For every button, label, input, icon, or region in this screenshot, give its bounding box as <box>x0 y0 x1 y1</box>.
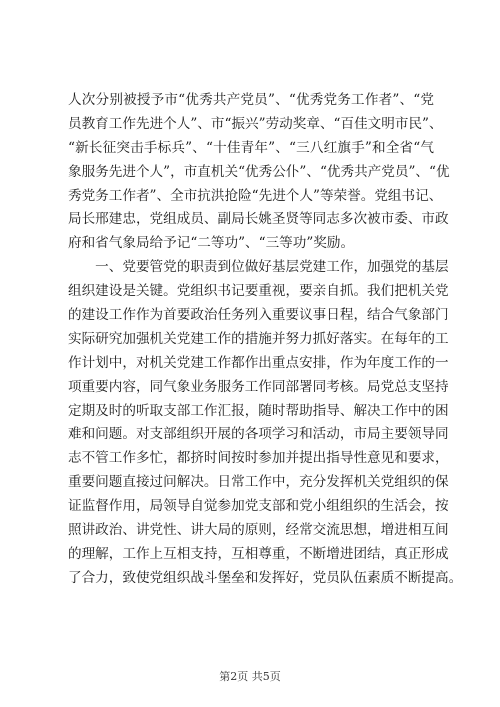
text-line: 的理解，工作上互相支持，互相尊重，不断增进团结，真正形成 <box>68 545 449 562</box>
text-line: 象服务先进个人”，市直机关“优秀公仆”、“优秀共产党员”、“优 <box>68 163 450 180</box>
paragraph-1 <box>68 89 450 256</box>
text-line: 志不管工作多忙，都挤时间按时参加并提出指导性意见和要求， <box>68 450 449 467</box>
text-line: 局长邢建忠，党组成员、副局长姚圣贤等同志多次被市委、市政 <box>68 211 449 228</box>
text-line: 员教育工作先进个人”、市“振兴”劳动奖章、“百佳文明市民”、 <box>68 115 443 132</box>
text-line: 实际研究加强机关党建工作的措施并努力抓好落实。在每年的工 <box>68 330 449 347</box>
text-line: 重要问题直接过问解决。日常工作中，充分发挥机关党组织的保 <box>68 474 449 491</box>
text-line: 人次分别被授予市“优秀共产党员”、“优秀党务工作者”、“党 <box>68 92 434 108</box>
document-body <box>68 89 463 591</box>
text-line: 秀党务工作者”、全市抗洪抢险“先进个人”等荣誉。党组书记、 <box>68 187 443 204</box>
text-line: 难和问题。对支部组织开展的各项学习和活动，市局主要领导同 <box>68 426 449 443</box>
text-line: “新长征突击手标兵”、“十佳青年”、“三八红旗手”和全省“气 <box>68 139 434 156</box>
text-line: 了合力，致使党组织战斗堡垒和发挥好，党员队伍素质不断提高。 <box>68 569 463 586</box>
text-line: 一、党要管党的职责到位做好基层党建工作，加强党的基层 <box>68 259 449 276</box>
text-line: 项重要内容，同气象业务服务工作同部署同考核。局党总支坚持 <box>68 378 449 395</box>
page-footer: 第2页 共5页 <box>219 670 281 683</box>
text-line: 组织建设是关键。党组织书记要重视，要亲自抓。我们把机关党 <box>68 283 449 300</box>
paragraph-2 <box>68 256 463 590</box>
text-line: 照讲政治、讲党性、讲大局的原则，经常交流思想，增进相互间 <box>68 522 449 539</box>
text-line: 府和省气象局给予记“二等功”、“三等功”奖励。 <box>68 235 355 252</box>
text-line: 定期及时的听取支部工作汇报，随时帮助指导、解决工作中的困 <box>68 402 449 419</box>
text-line: 的建设工作作为首要政治任务列入重要议事日程，结合气象部门 <box>68 307 449 324</box>
text-line: 作计划中，对机关党建工作都作出重点安排，作为年度工作的一 <box>68 354 449 371</box>
text-line: 证监督作用，局领导自觉参加党支部和党小组组织的生活会，按 <box>68 498 449 515</box>
